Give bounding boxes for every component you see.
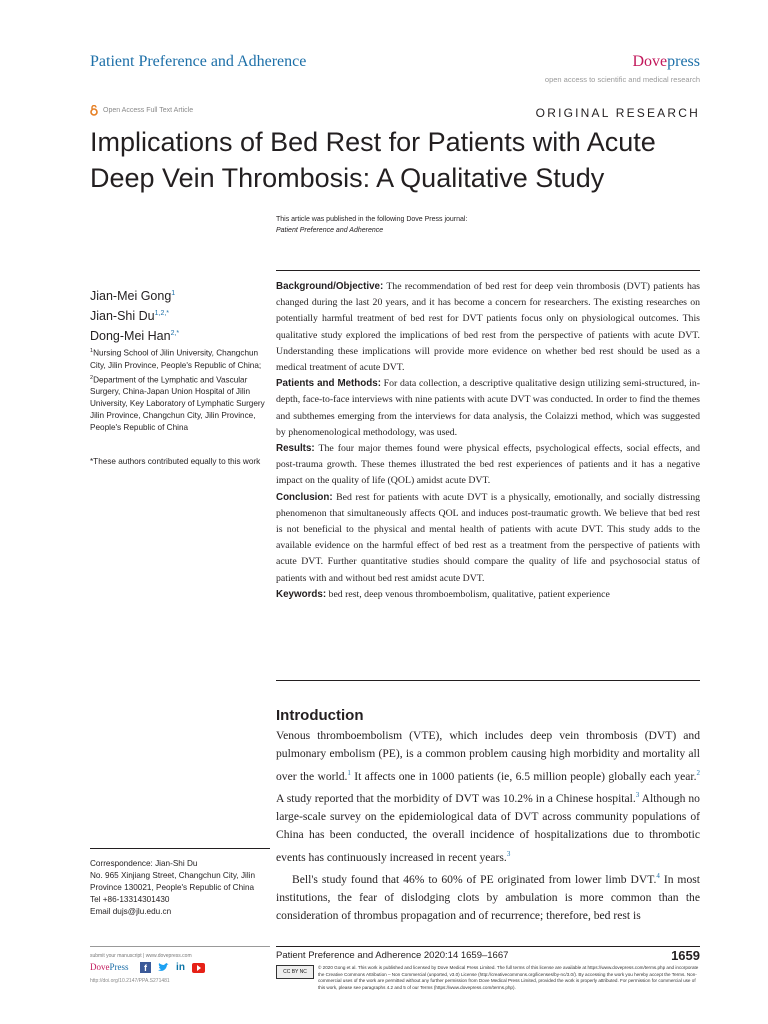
article-type: ORIGINAL RESEARCH <box>535 106 700 120</box>
linkedin-icon[interactable]: in <box>176 962 185 973</box>
section-heading: Introduction <box>276 707 364 724</box>
citation-link[interactable]: 3 <box>506 849 511 858</box>
citation-link[interactable]: 2 <box>696 768 700 777</box>
open-access-icon <box>90 105 98 116</box>
divider <box>90 946 270 947</box>
brand-prefix: Dove <box>632 53 668 70</box>
brand-tagline: open access to scientific and medical research <box>544 75 700 84</box>
publication-note <box>276 214 467 236</box>
citation-link[interactable]: 3 <box>635 790 640 799</box>
divider <box>276 680 700 681</box>
dovepress-logo[interactable] <box>545 53 700 84</box>
publication-note-line: This article was published in the following Dove Press journal: <box>276 216 468 223</box>
doi-link[interactable]: http://doi.org/10.2147/PPA.S271481 <box>90 978 170 984</box>
divider <box>276 946 700 947</box>
abstract-results: Results: The four major themes found were physical effects, psychological effects, social effects, and post-trauma growth. These themes illustrated the bed rest experiences of patients and it has a negative impact on the quality of life (QOL) amidst acute DVT. <box>276 443 700 487</box>
introduction-body: Venous thromboembolism (VTE), which includes deep vein thrombosis (DVT) and pulmonary embolism (PE), is a common problem causing high morbidity and mortality all over the world.$^1$ It affects one in 1000 patients (ie, 6.5 million people) globally each year.$^2$ A study reported that the morbidity of DVT was 10.2% in a Chinese hospital.$^3$ Although no large-scale survey on the epidemiological data of DVT across community populations of China has been conducted, the overall incidence of hospitalizations due to thrombotic events has continuously increased in recent years.$^3$ Bell's study found that 46% to 60% of PE originated from lower limb DVT.$^4$ In most institutions, the fear of dislodging clots by ambulation is more common than the consideration of thrombus propagation and of recurrence; therefore, bed rest is <box>276 729 700 923</box>
citation-link[interactable]: 4 <box>656 871 660 880</box>
open-access-row <box>90 105 193 116</box>
social-links <box>140 962 205 973</box>
brand-suffix: press <box>667 53 700 70</box>
affiliations: $^1$Nursing School of Jilin University, Changchun City, Jilin Province, People's Republic of China; $^2$Department of the Lymphatic and Vascular Surgery, China-Japan Union Hospital of Jilin University, Key Laboratory of Lymphatic Surgery Jilin Province, Changchun City, Jilin Province, People's Republic of China <box>90 348 265 433</box>
author[interactable]: Jian-Mei Gong$^1$ <box>90 289 176 304</box>
youtube-icon[interactable] <box>192 963 205 973</box>
license-text: © 2020 Gong et al. This work is published and licensed by Dove Medical Press Limited. The full terms of this license are available at https://www.dovepress.com/terms.php and incorporate the Creative Commons Attribution – Non Commercial (unported, v3.0) License (http://creativecommons.org/licenses/by-nc/3.0/). By accessing the work you hereby accept the Terms. Non-commercial uses of the work are permitted without any further permission from Dove Medical Press Limited, provided the work is properly attributed. For permission for commercial use of this work, please see paragraphs 4.2 and 5 of our Terms (https://www.dovepress.com/terms.php). <box>318 965 699 990</box>
abstract-conclusion: Conclusion: Bed rest for patients with acute DVT is a physically, emotionally, and socially distressing phenomenon that simultaneously affects QOL and induces post-traumatic growth. We believe that bed rest is not beneficial to the physical and mental health of patients with acute DVT. This study adds to the available evidence on the harmful effect of bed rest as a treatment from the perspective of patients with acute DVT. Further quantitative studies should compare the quality of life and psychosocial status of patients with and without bed rest amidst acute DVT. <box>276 491 700 584</box>
footer-dovepress-logo[interactable]: DovePress <box>90 962 129 972</box>
submit-manuscript-link[interactable]: submit your manuscript | www.dovepress.com <box>90 953 192 959</box>
open-access-label: Open Access Full Text Article <box>103 107 194 114</box>
divider <box>90 848 270 849</box>
article-title: Implications of Bed Rest for Patients with Acute Deep Vein Thrombosis: A Qualitative Study <box>90 127 656 193</box>
abstract-background: Background/Objective: The recommendation of bed rest for deep vein thrombosis (DVT) patients has changed during the last 20 years, and it has become a concern for researchers. The existing researches on potentially harmful treatment of bed rest for DVT patients focus only on physiological outcomes. This qualitative study explored the implications of bed rest from the perspective of patients with acute DVT. Understanding these implications will provide more evidence on whether bed rest should be used as a medical treatment of acute DVT. <box>276 281 700 374</box>
divider <box>276 270 700 271</box>
author-list <box>90 285 179 345</box>
author[interactable]: Dong-Mei Han$^{2,*}$ <box>90 329 180 344</box>
twitter-icon[interactable] <box>157 962 169 973</box>
correspondence-email[interactable]: Email dujs@jlu.edu.cn <box>90 907 172 916</box>
page-number: 1659 <box>671 948 700 963</box>
author[interactable]: Jian-Shi $Du^{1,2,*}$ <box>90 309 170 324</box>
correspondence: Correspondence: Jian-Shi Du No. 965 Xinjiang Street, Changchun City, Jilin Province 130021, People's Republic of China Tel +86-13314301430 Email dujs@jlu.edu.cn <box>90 858 270 918</box>
abstract <box>276 279 700 603</box>
cc-license-icon[interactable]: CC BY NC <box>276 965 314 979</box>
abstract-methods: Patients and Methods: For data collection, a descriptive qualitative design utilizing semi-structured, in-depth, face-to-face interviews with nine patients with acute DVT was conducted. In order to find the themes and subthemes emerging from the interviews for data analysis, the Colaizzi method, which was suggested by phenomenological methodology, was used. <box>276 378 700 438</box>
citation-link[interactable]: 1 <box>347 768 351 777</box>
facebook-icon[interactable]: f <box>140 962 151 973</box>
abstract-keywords: Keywords: bed rest, deep venous thromboembolism, qualitative, patient experience <box>276 588 610 600</box>
journal-title: Patient Preference and Adherence <box>90 53 307 70</box>
contribution-note: *These authors contributed equally to this work <box>90 457 261 466</box>
publication-journal[interactable]: Patient Preference and Adherence <box>276 227 384 234</box>
license-block <box>276 965 700 991</box>
citation-line: Patient Preference and Adherence 2020:14 1659–1667 <box>276 950 509 961</box>
